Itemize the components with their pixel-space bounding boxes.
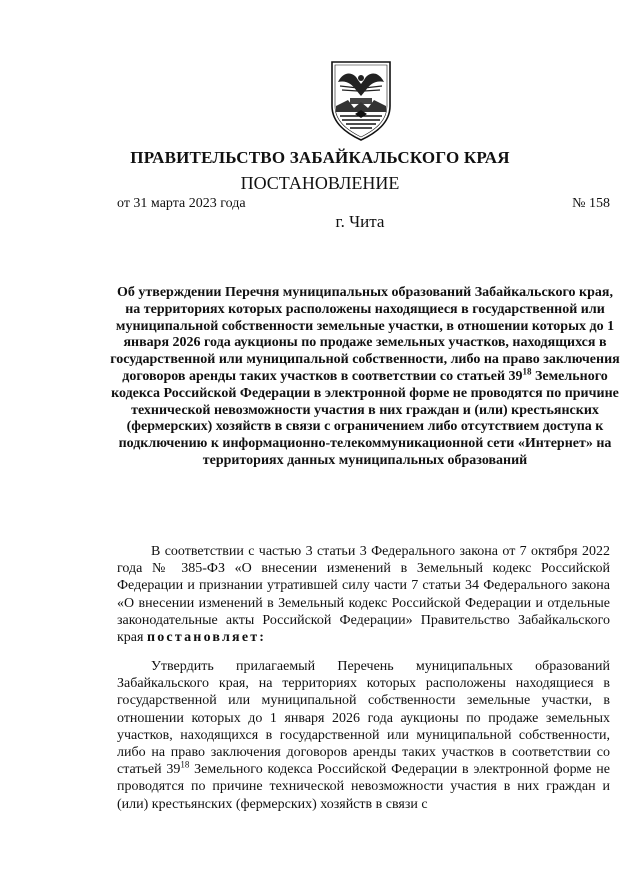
document-heading [110,285,620,470]
paragraph-approve [117,658,610,813]
approve-text-part1: Утвердить прилагаемый Перечень муниципальных образований Забайкальского края, на территориях которых расположены находящиеся в государственной или муниципальной собственности земельные участки, в отношении которых до 1 января 2026 года аукционы по продаже земельных участков, находящихся в государственной или муниципальной собственности, либо на право заключения договоров аренды таких участков в соответствии со статьей 39 [117,659,610,778]
paragraph-preamble [117,543,610,646]
heading-text-part2: Земельного кодекса Российской Федерации в электронной форме не проводятся по причине технической невозможности участия в них граждан и (или) крестьянских (фермерских) хозяйств в связи с ограничением либо отсутствием доступа к подключению к информационно-телекоммуникационной сети «Интернет» на территориях данных муниципальных образований [111,368,619,468]
heading-superscript: 18 [522,366,532,377]
document-city: г. Чита [335,212,385,231]
document-type: ПОСТАНОВЛЕНИЕ [240,173,400,193]
government-title: ПРАВИТЕЛЬСТВО ЗАБАЙКАЛЬСКОГО КРАЯ [130,148,510,167]
resolution-keyword: постановляет: [146,630,267,646]
document-number: № 158 [572,196,610,211]
coat-of-arms-icon [328,60,394,142]
approve-superscript: 18 [180,759,190,770]
approve-text-part2: Земельного кодекса Российской Федерации в электронной форме не проводятся по причине технической невозможности участия в них граждан и (или) крестьянских (фермерских) хозяйств в связи с [117,762,610,812]
preamble-text: В соответствии с частью 3 статьи 3 Федерального закона от 7 октября 2022 года № 385-ФЗ «О внесении изменений в Земельный кодекс Российской Федерации и признании утратившей силу части 7 статьи 34 Федерального закона «О внесении изменений в Земельный кодекс Российской Федерации и отдельные законодательные акты Российской Федерации» Правительство Забайкальского края [117,544,610,646]
document-date: от 31 марта 2023 года [117,196,246,211]
heading-text-part1: Об утверждении Перечня муниципальных образований Забайкальского края, на территориях которых расположены находящиеся в государственной или муниципальной собственности земельные участки, в отношении которых до 1 января 2026 года аукционы по продаже земельных участков, находящихся в государственной или муниципальной собственности, либо на право заключения договоров аренды таких участков в соответствии со статьей 39 [110,285,620,384]
